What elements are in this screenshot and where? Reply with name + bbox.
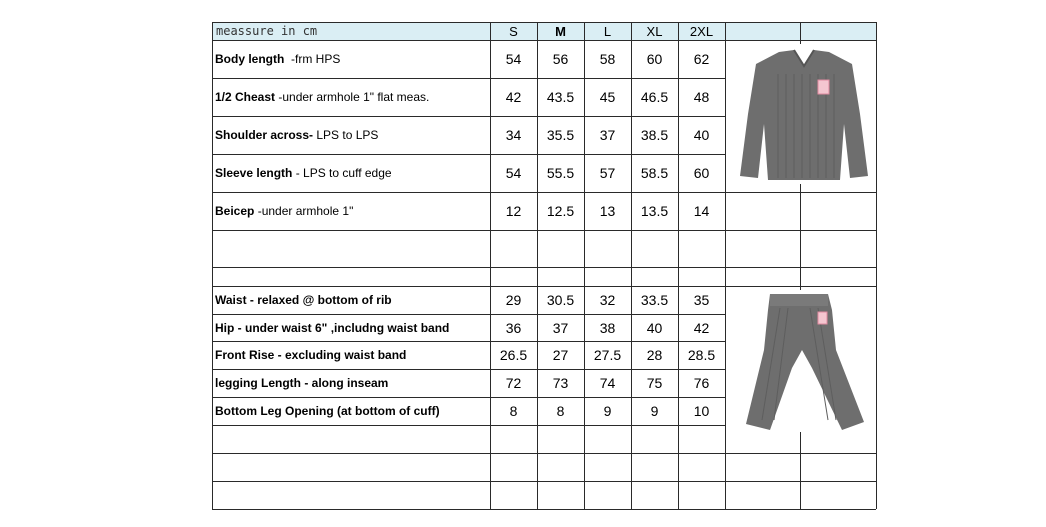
measurement-value-2xl: 42 bbox=[693, 319, 710, 336]
measurement-value-s: 54 bbox=[505, 51, 522, 67]
measurement-value-m: 43.5 bbox=[546, 89, 575, 105]
size-chart-table bbox=[212, 22, 876, 509]
measurement-value-xl: 13.5 bbox=[640, 203, 669, 219]
measurement-value-xl: 28 bbox=[646, 347, 663, 363]
measurement-value-m: 73 bbox=[552, 375, 569, 391]
measurement-label-bold: 1/2 Cheast bbox=[215, 90, 276, 104]
measurement-value-l: 74 bbox=[599, 375, 616, 391]
measurement-label-detail: - LPS to cuff edge bbox=[292, 166, 392, 180]
measurement-value-xl: 38.5 bbox=[640, 127, 669, 143]
grid-hline bbox=[212, 481, 876, 482]
grid-hline bbox=[212, 230, 876, 231]
leggings-hang-tag bbox=[818, 312, 827, 324]
header-measure-label: meassure in cm bbox=[216, 24, 318, 38]
measurement-value-xl: 33.5 bbox=[640, 292, 669, 308]
measurement-value-2xl: 10 bbox=[693, 403, 710, 419]
measurement-value-2xl: 76 bbox=[693, 375, 710, 391]
measurement-value-m: 35.5 bbox=[546, 127, 575, 143]
grid-vline bbox=[876, 22, 877, 509]
measurement-value-s: 42 bbox=[505, 89, 522, 105]
measurement-value-s: 8 bbox=[509, 403, 518, 419]
measurement-label bbox=[212, 341, 490, 369]
measurement-label bbox=[212, 286, 490, 314]
measurement-value-l: 37 bbox=[599, 127, 616, 143]
measurement-value-s: 34 bbox=[505, 127, 522, 143]
measurement-value-m: 27 bbox=[552, 347, 569, 363]
measurement-value-s: 12 bbox=[505, 203, 522, 219]
measurement-label bbox=[212, 192, 490, 230]
measurement-value-s: 36 bbox=[505, 319, 522, 336]
measurement-label bbox=[212, 369, 490, 397]
measurement-value-l: 32 bbox=[599, 292, 616, 308]
measurement-value-2xl: 62 bbox=[693, 51, 710, 67]
sweater-hang-tag bbox=[818, 80, 829, 94]
size-header-2xl: 2XL bbox=[689, 23, 714, 39]
measurement-value-m: 56 bbox=[552, 51, 569, 67]
measurement-label-bold: Hip - under waist 6" ,includng waist band bbox=[215, 320, 450, 335]
measurement-label-detail: -under armhole 1" flat meas. bbox=[275, 90, 430, 104]
grid-hline bbox=[212, 453, 876, 454]
size-header-s: S bbox=[509, 23, 518, 39]
measurement-value-l: 45 bbox=[599, 89, 616, 105]
measurement-value-xl: 58.5 bbox=[640, 165, 669, 181]
size-header-xl: XL bbox=[646, 23, 663, 39]
measurement-value-m: 8 bbox=[556, 403, 565, 419]
size-header-m: M bbox=[555, 23, 566, 39]
measurement-value-l: 57 bbox=[599, 165, 616, 181]
measurement-label-bold: Bottom Leg Opening (at bottom of cuff) bbox=[215, 404, 440, 418]
size-header-l: L bbox=[603, 23, 612, 39]
measurement-label-bold: legging Length - along inseam bbox=[215, 376, 389, 390]
measurement-value-l: 58 bbox=[599, 51, 616, 67]
measurement-label-bold: Beicep bbox=[215, 204, 255, 218]
leggings-image bbox=[740, 290, 866, 432]
measurement-value-l: 38 bbox=[599, 319, 616, 336]
measurement-value-2xl: 60 bbox=[693, 165, 710, 181]
measurement-value-l: 9 bbox=[603, 403, 612, 419]
measurement-value-m: 12.5 bbox=[546, 203, 575, 219]
measurement-value-l: 27.5 bbox=[593, 347, 622, 363]
measurement-label bbox=[212, 78, 490, 116]
measurement-value-2xl: 35 bbox=[693, 292, 710, 308]
measurement-label bbox=[212, 40, 490, 78]
measurement-value-xl: 40 bbox=[646, 319, 663, 336]
measurement-value-l: 13 bbox=[599, 203, 616, 219]
measurement-label bbox=[212, 397, 490, 425]
grid-hline bbox=[212, 425, 725, 426]
measurement-value-m: 55.5 bbox=[546, 165, 575, 181]
sweater-image bbox=[734, 44, 874, 184]
measurement-value-2xl: 28.5 bbox=[687, 347, 716, 363]
measurement-label-detail: -under armhole 1" bbox=[254, 204, 354, 218]
measurement-label-bold: Waist - relaxed @ bottom of rib bbox=[215, 293, 392, 307]
measurement-value-m: 30.5 bbox=[546, 292, 575, 308]
measurement-value-2xl: 48 bbox=[693, 89, 710, 105]
measurement-label-bold: Body length bbox=[215, 52, 285, 66]
measurement-label bbox=[212, 154, 490, 192]
measurement-label bbox=[212, 314, 490, 341]
sweater-body bbox=[740, 50, 868, 180]
measurement-label-bold: Shoulder across- bbox=[215, 128, 314, 142]
measurement-label-detail: LPS to LPS bbox=[313, 128, 379, 142]
measurement-value-s: 54 bbox=[505, 165, 522, 181]
measurement-value-s: 72 bbox=[505, 375, 522, 391]
grid-vline bbox=[725, 22, 726, 509]
measurement-value-xl: 60 bbox=[646, 51, 663, 67]
measurement-value-2xl: 14 bbox=[693, 203, 710, 219]
grid-hline bbox=[212, 509, 876, 510]
measurement-label-detail: -frm HPS bbox=[284, 52, 341, 66]
measurement-label-bold: Sleeve length bbox=[215, 166, 293, 180]
measurement-value-xl: 9 bbox=[650, 403, 659, 419]
grid-hline bbox=[212, 267, 876, 268]
measurement-label bbox=[212, 116, 490, 154]
measurement-label-bold: Front Rise - excluding waist band bbox=[215, 348, 407, 362]
measurement-value-s: 29 bbox=[505, 292, 522, 308]
measurement-value-m: 37 bbox=[552, 319, 569, 336]
measurement-value-s: 26.5 bbox=[499, 347, 528, 363]
measurement-value-xl: 75 bbox=[646, 375, 663, 391]
measurement-value-xl: 46.5 bbox=[640, 89, 669, 105]
measurement-value-2xl: 40 bbox=[693, 127, 710, 143]
